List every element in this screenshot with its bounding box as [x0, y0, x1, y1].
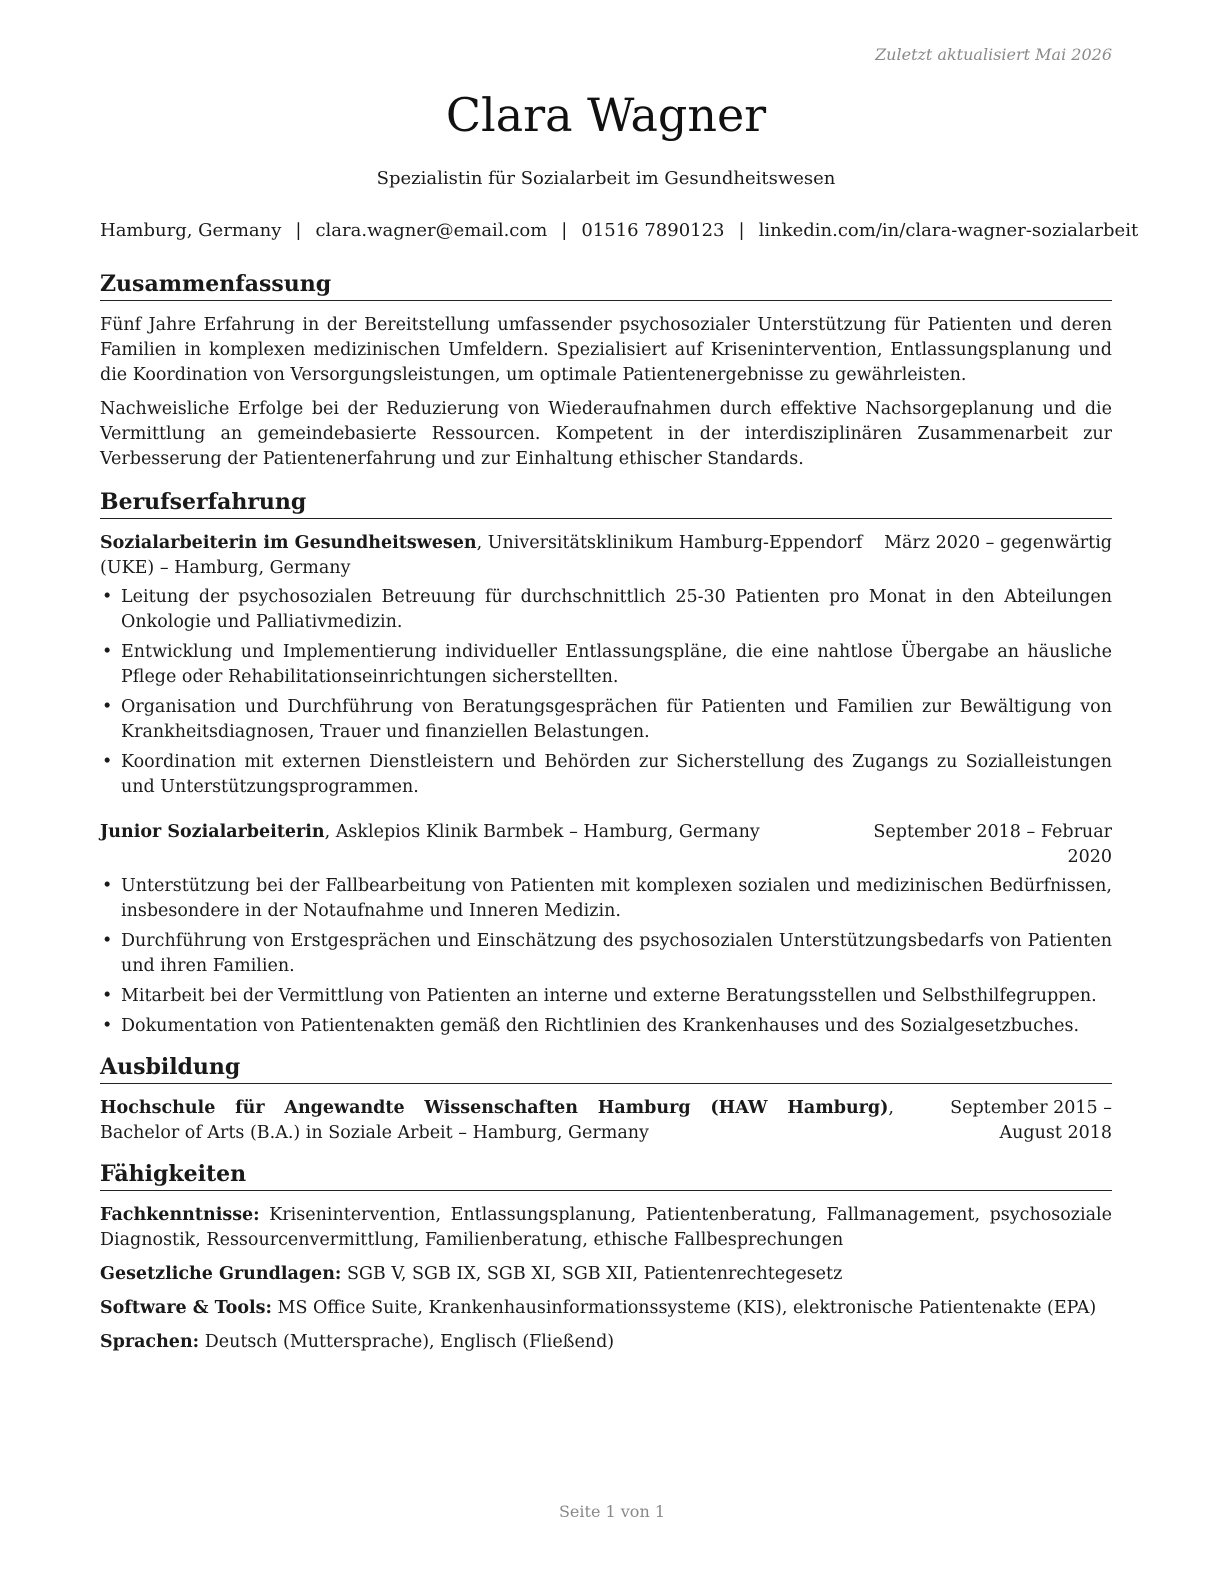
skill-value: Deutsch (Muttersprache), Englisch (Fließend): [199, 1332, 615, 1352]
list-item: [100, 640, 1112, 690]
job-heading: [100, 820, 862, 845]
job-entry: [100, 820, 1112, 1039]
resume-content: [100, 270, 1112, 1364]
skill-row: [100, 1262, 1112, 1287]
job-bullets: [100, 874, 1112, 1039]
bullet-icon: •: [102, 1016, 113, 1036]
skill-value: Krisenintervention, Entlassungsplanung, Patientenberatung, Fallmanagement, psychosoziale Diagnostik, Ressourcenvermittlung, Familienberatung, ethische Fallbesprechungen: [100, 1205, 1112, 1250]
section-title: Zusammenfassung: [100, 270, 1112, 301]
bullet-icon: •: [102, 697, 113, 717]
bullet-text: Mitarbeit bei der Vermittlung von Patienten an interne und externe Beratungsstellen und Selbsthilfegruppen.: [121, 986, 1097, 1006]
summary-section: [100, 270, 1112, 472]
school-name: Hochschule für Angewandte Wissenschaften Hamburg (HAW Hamburg): [100, 1098, 889, 1118]
education-dates: September 2015 – August 2018: [950, 1098, 1112, 1143]
list-item: [100, 984, 1112, 1009]
education-heading: [100, 1096, 912, 1146]
bullet-icon: •: [102, 587, 113, 607]
section-title: Fähigkeiten: [100, 1160, 1112, 1191]
skill-row: [100, 1330, 1112, 1355]
contact-separator: |: [738, 220, 745, 241]
job-role: Junior Sozialarbeiterin: [100, 822, 325, 842]
bullet-text: Leitung der psychosozialen Betreuung für durchschnittlich 25-30 Patienten pro Monat in den Abteilungen Onkologie und Palliativmedizin.: [121, 587, 1112, 632]
skill-label: Gesetzliche Grundlagen:: [100, 1264, 342, 1284]
bullet-text: Unterstützung bei der Fallbearbeitung von Patienten mit komplexen sozialen und medizinischen Bedürfnissen, insbesondere in der Notaufnahme und Inneren Medizin.: [121, 876, 1112, 921]
bullet-text: Durchführung von Erstgesprächen und Einschätzung des psychosozialen Unterstützungsbedarfs von Patienten und ihren Familien.: [121, 931, 1112, 976]
list-item: [100, 874, 1112, 924]
skill-row: [100, 1203, 1112, 1253]
skills-section: [100, 1160, 1112, 1355]
bullet-icon: •: [102, 642, 113, 662]
contact-phone[interactable]: 01516 7890123: [581, 220, 725, 241]
skill-value: MS Office Suite, Krankenhausinformationssysteme (KIS), elektronische Patientenakte (EPA): [271, 1298, 1097, 1318]
job-bullets: [100, 585, 1112, 800]
skill-label: Fachkenntnisse:: [100, 1205, 260, 1225]
experience-section: [100, 488, 1112, 1039]
contact-email[interactable]: clara.wagner@email.com: [315, 220, 548, 241]
job-dates: März 2020 – gegenwärtig: [884, 533, 1112, 553]
list-item: [100, 585, 1112, 635]
job-employer: , Universitätsklinikum Hamburg-Eppendorf (UKE) – Hamburg, Germany: [100, 533, 863, 578]
contact-separator: |: [561, 220, 568, 241]
skill-label: Software & Tools:: [100, 1298, 272, 1318]
contact-separator: |: [295, 220, 302, 241]
page-number: Seite 1 von 1: [558, 1502, 666, 1521]
bullet-text: Dokumentation von Patientenakten gemäß den Richtlinien des Krankenhauses und des Sozialgesetzbuches.: [121, 1016, 1080, 1036]
list-item: [100, 750, 1112, 800]
bullet-text: Entwicklung und Implementierung individueller Entlassungspläne, die eine nahtlose Übergabe an häusliche Pflege oder Rehabilitationseinrichtungen sicherstellten.: [121, 642, 1112, 687]
education-section: [100, 1053, 1112, 1146]
job-heading: [100, 531, 882, 581]
skill-label: Sprachen:: [100, 1332, 200, 1352]
section-title: Berufserfahrung: [100, 488, 1112, 519]
bullet-text: Koordination mit externen Dienstleistern und Behörden zur Sicherstellung des Zugangs zu Sozialleistungen und Unterstützungsprogrammen.: [121, 752, 1112, 797]
list-item: [100, 929, 1112, 979]
bullet-icon: •: [102, 986, 113, 1006]
degree-name: , Bachelor of Arts (B.A.) in Soziale Arbeit – Hamburg, Germany: [100, 1098, 894, 1143]
contact-line: [100, 220, 1139, 241]
skill-value: SGB V, SGB IX, SGB XI, SGB XII, Patientenrechtegesetz: [341, 1264, 843, 1284]
job-header: [100, 531, 1112, 581]
candidate-tagline: Spezialistin für Sozialarbeit im Gesundheitswesen: [376, 168, 836, 189]
job-dates: September 2018 – Februar 2020: [873, 822, 1112, 867]
summary-paragraph: Nachweisliche Erfolge bei der Reduzierung von Wiederaufnahmen durch effektive Nachsorgeplanung und die Vermittlung an gemeindebasierte Ressourcen. Kompetent in der interdisziplinären Zusammenarbeit zur Verbesserung der Patientenerfahrung und zur Einhaltung ethischer Standards.: [100, 399, 1112, 469]
candidate-name: Clara Wagner: [445, 88, 767, 142]
section-title: Ausbildung: [100, 1053, 1112, 1084]
job-entry: [100, 531, 1112, 800]
job-employer: , Asklepios Klinik Barmbek – Hamburg, Germany: [324, 822, 760, 842]
bullet-icon: •: [102, 931, 113, 951]
contact-location: Hamburg, Germany: [100, 220, 282, 241]
skill-row: [100, 1296, 1112, 1321]
job-header: [100, 820, 1112, 870]
summary-paragraph: Fünf Jahre Erfahrung in der Bereitstellung umfassender psychosozialer Unterstützung für Patienten und deren Familien in komplexen medizinischen Umfeldern. Spezialisiert auf Krisenintervention, Entlassungsplanung und die Koordination von Versorgungsleistungen, um optimale Patientenergebnisse zu gewährleisten.: [100, 315, 1112, 385]
contact-linkedin[interactable]: linkedin.com/in/clara-wagner-sozialarbeit: [758, 220, 1139, 241]
last-updated: Zuletzt aktualisiert Mai 2026: [875, 45, 1112, 64]
education-entry: [100, 1096, 1112, 1146]
list-item: [100, 695, 1112, 745]
job-role: Sozialarbeiterin im Gesundheitswesen: [100, 533, 477, 553]
bullet-icon: •: [102, 752, 113, 772]
list-item: [100, 1014, 1112, 1039]
bullet-text: Organisation und Durchführung von Beratungsgesprächen für Patienten und Familien zur Bewältigung von Krankheitsdiagnosen, Trauer und finanziellen Belastungen.: [121, 697, 1112, 742]
bullet-icon: •: [102, 876, 113, 896]
